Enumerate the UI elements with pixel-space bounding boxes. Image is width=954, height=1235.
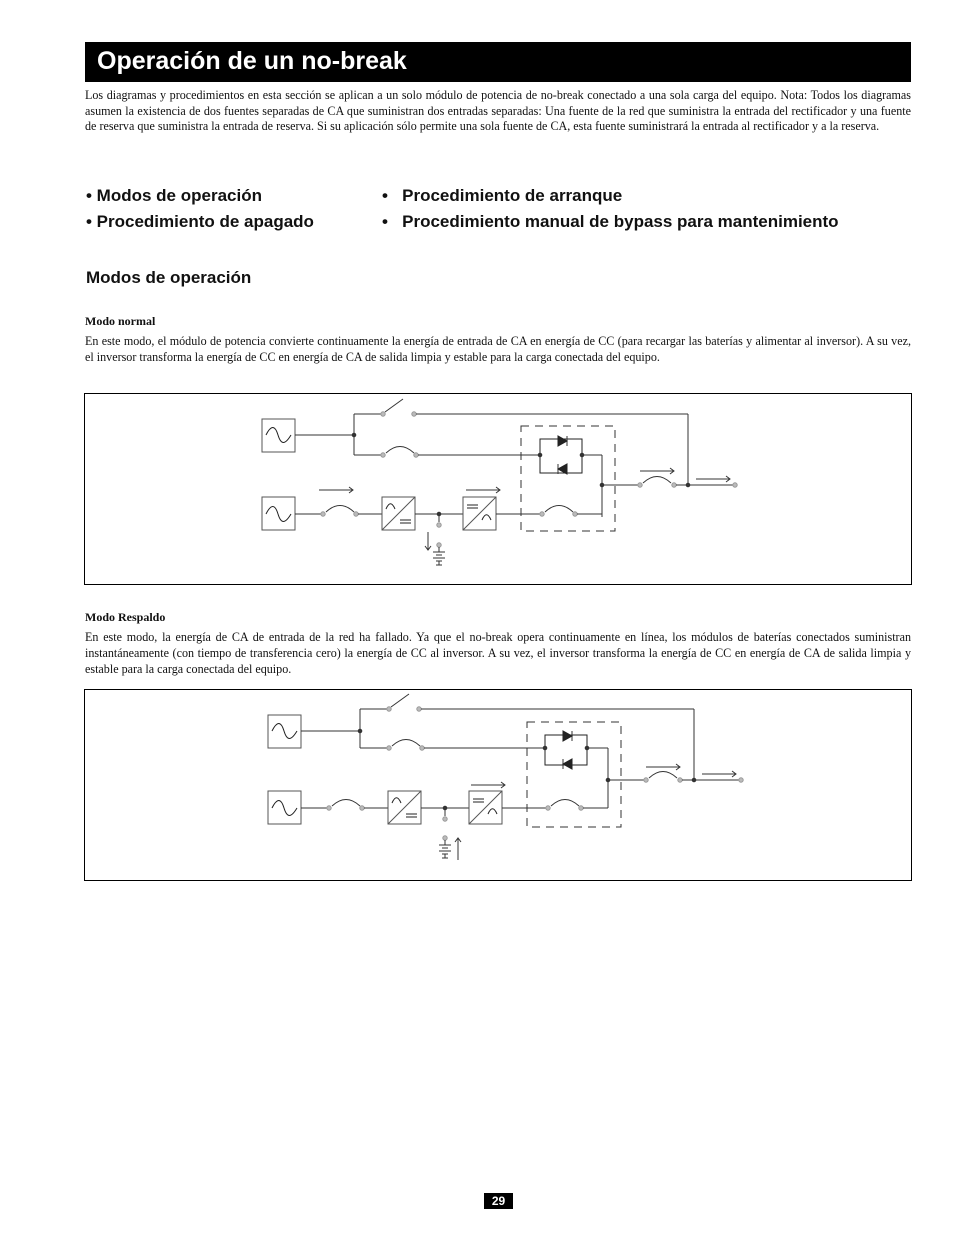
topic-modos-de-operacion[interactable]: • Modos de operación bbox=[86, 186, 262, 205]
mains-ac-source bbox=[268, 791, 301, 824]
diagram-normal-mode bbox=[84, 393, 912, 585]
intro-paragraph: Los diagramas y procedimientos en esta sección se aplican a un solo módulo de potencia de no-break conectado a una sola carga del equipo. Nota: Todos los diagramas asumen la existencia de dos fuentes separadas de CA que suministran dos entradas separadas: Una fuente de la red que suministra la entrada del rectificador y una fuente de reserva que suministra la entrada de reserva. Si su aplicación sólo permite una sola fuente de CA, esta fuente suministrará la entrada al rectificador y a la reserva. bbox=[85, 88, 911, 134]
topic-procedimiento-de-arranque[interactable]: • Procedimiento de arranque bbox=[382, 186, 623, 205]
mode-backup-text: En este modo, la energía de CA de entrada de la red ha fallado. Ya que el no-break opera continuamente en línea, los módulos de baterías conectados suministran instantáneamente (con tiempo de transferencia cero) la energía de CC al inversor. A su vez, el inversor transforma la energía de CC en energía de CA de salida limpia y estable para la carga conectada del equipo. bbox=[85, 630, 911, 676]
static-switch-module bbox=[521, 426, 615, 531]
mains-ac-source bbox=[262, 497, 295, 530]
bypass-path-lines bbox=[301, 694, 694, 780]
bypass-path-lines bbox=[295, 399, 688, 485]
output-path-lines bbox=[608, 764, 743, 782]
output-path-lines bbox=[602, 468, 737, 487]
bypass-ac-source bbox=[268, 715, 301, 748]
page-title-bar bbox=[85, 42, 911, 82]
mode-normal-text: En este modo, el módulo de potencia convierte continuamente la energía de entrada de CA en energía de CC (para recargar las baterías y alimentar al inversor). A su vez, el inversor transforma la energía de CC en energía de CA de salida limpia y estable para la carga conectada del equipo. bbox=[85, 334, 911, 364]
mains-path-lines bbox=[295, 487, 602, 565]
page-number: 29 bbox=[484, 1193, 513, 1209]
mode-backup-heading: Modo Respaldo bbox=[85, 610, 166, 624]
topic-procedimiento-de-apagado[interactable]: • Procedimiento de apagado bbox=[86, 212, 314, 231]
mode-normal-heading: Modo normal bbox=[85, 314, 156, 328]
page-title: Operación de un no-break bbox=[97, 47, 407, 75]
static-switch-module bbox=[527, 722, 621, 827]
bypass-ac-source bbox=[262, 419, 295, 452]
topic-procedimiento-manual-bypass[interactable]: • Procedimiento manual de bypass para mantenimiento bbox=[382, 212, 839, 231]
mains-path-lines bbox=[301, 782, 608, 860]
diagram-backup-mode bbox=[84, 689, 912, 881]
section-heading: Modos de operación bbox=[86, 268, 252, 287]
